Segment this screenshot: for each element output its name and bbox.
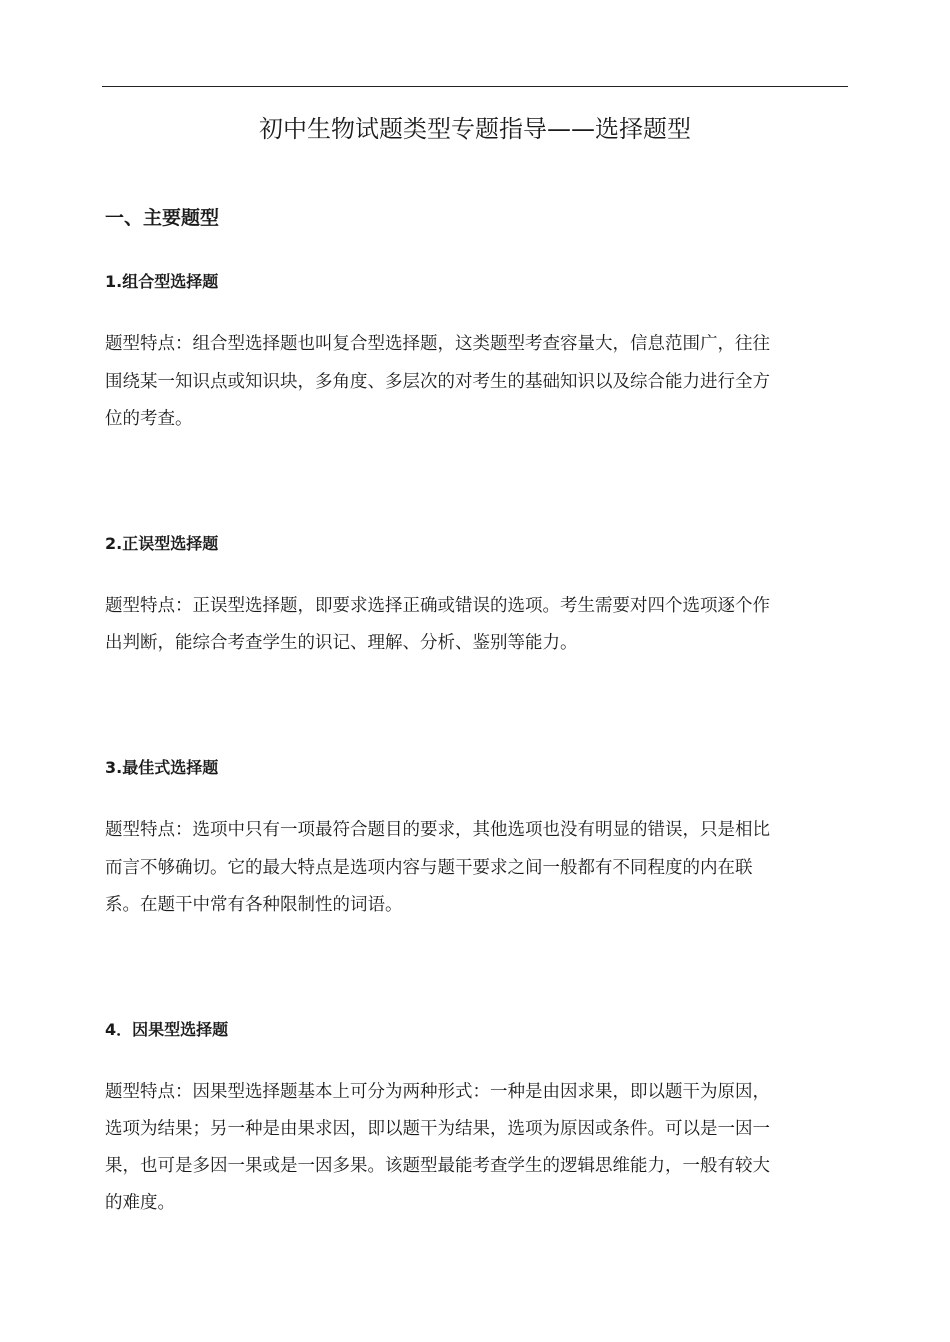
item-3-line-3: 系。在题干中常有各种限制性的词语。 xyxy=(105,895,403,915)
document-title: 初中生物试题类型专题指导——选择题型 xyxy=(259,115,691,143)
item-3-line-2: 而言不够确切。它的最大特点是选项内容与题干要求之间一般都有不同程度的内在联 xyxy=(105,858,753,878)
item-4-line-1: 题型特点：因果型选择题基本上可分为两种形式：一种是由因求果，即以题干为原因， xyxy=(105,1082,770,1102)
item-4-line-3: 果，也可是多因一果或是一因多果。该题型最能考查学生的逻辑思维能力，一般有较大 xyxy=(105,1156,770,1176)
item-4-heading: 4．因果型选择题 xyxy=(105,1020,229,1039)
item-2-line-1: 题型特点：正误型选择题，即要求选择正确或错误的选项。考生需要对四个选项逐个作 xyxy=(105,596,770,616)
item-2-heading: 2.正误型选择题 xyxy=(105,534,219,553)
header-rule xyxy=(102,86,848,87)
item-1-line-3: 位的考查。 xyxy=(105,409,193,429)
item-1-line-2: 围绕某一知识点或知识块，多角度、多层次的对考生的基础知识以及综合能力进行全方 xyxy=(105,372,770,392)
item-3-heading: 3.最佳式选择题 xyxy=(105,758,219,777)
item-1-heading: 1.组合型选择题 xyxy=(105,272,219,291)
item-4-line-2: 选项为结果；另一种是由果求因，即以题干为结果，选项为原因或条件。可以是一因一 xyxy=(105,1119,770,1139)
item-4-line-4: 的难度。 xyxy=(105,1193,175,1213)
item-2-line-2: 出判断，能综合考查学生的识记、理解、分析、鉴别等能力。 xyxy=(105,633,578,653)
item-3-line-1: 题型特点：选项中只有一项最符合题目的要求，其他选项也没有明显的错误，只是相比 xyxy=(105,820,770,840)
item-1-line-1: 题型特点：组合型选择题也叫复合型选择题，这类题型考查容量大，信息范围广，往往 xyxy=(105,334,770,354)
section-heading-main-types: 一、主要题型 xyxy=(105,207,220,229)
